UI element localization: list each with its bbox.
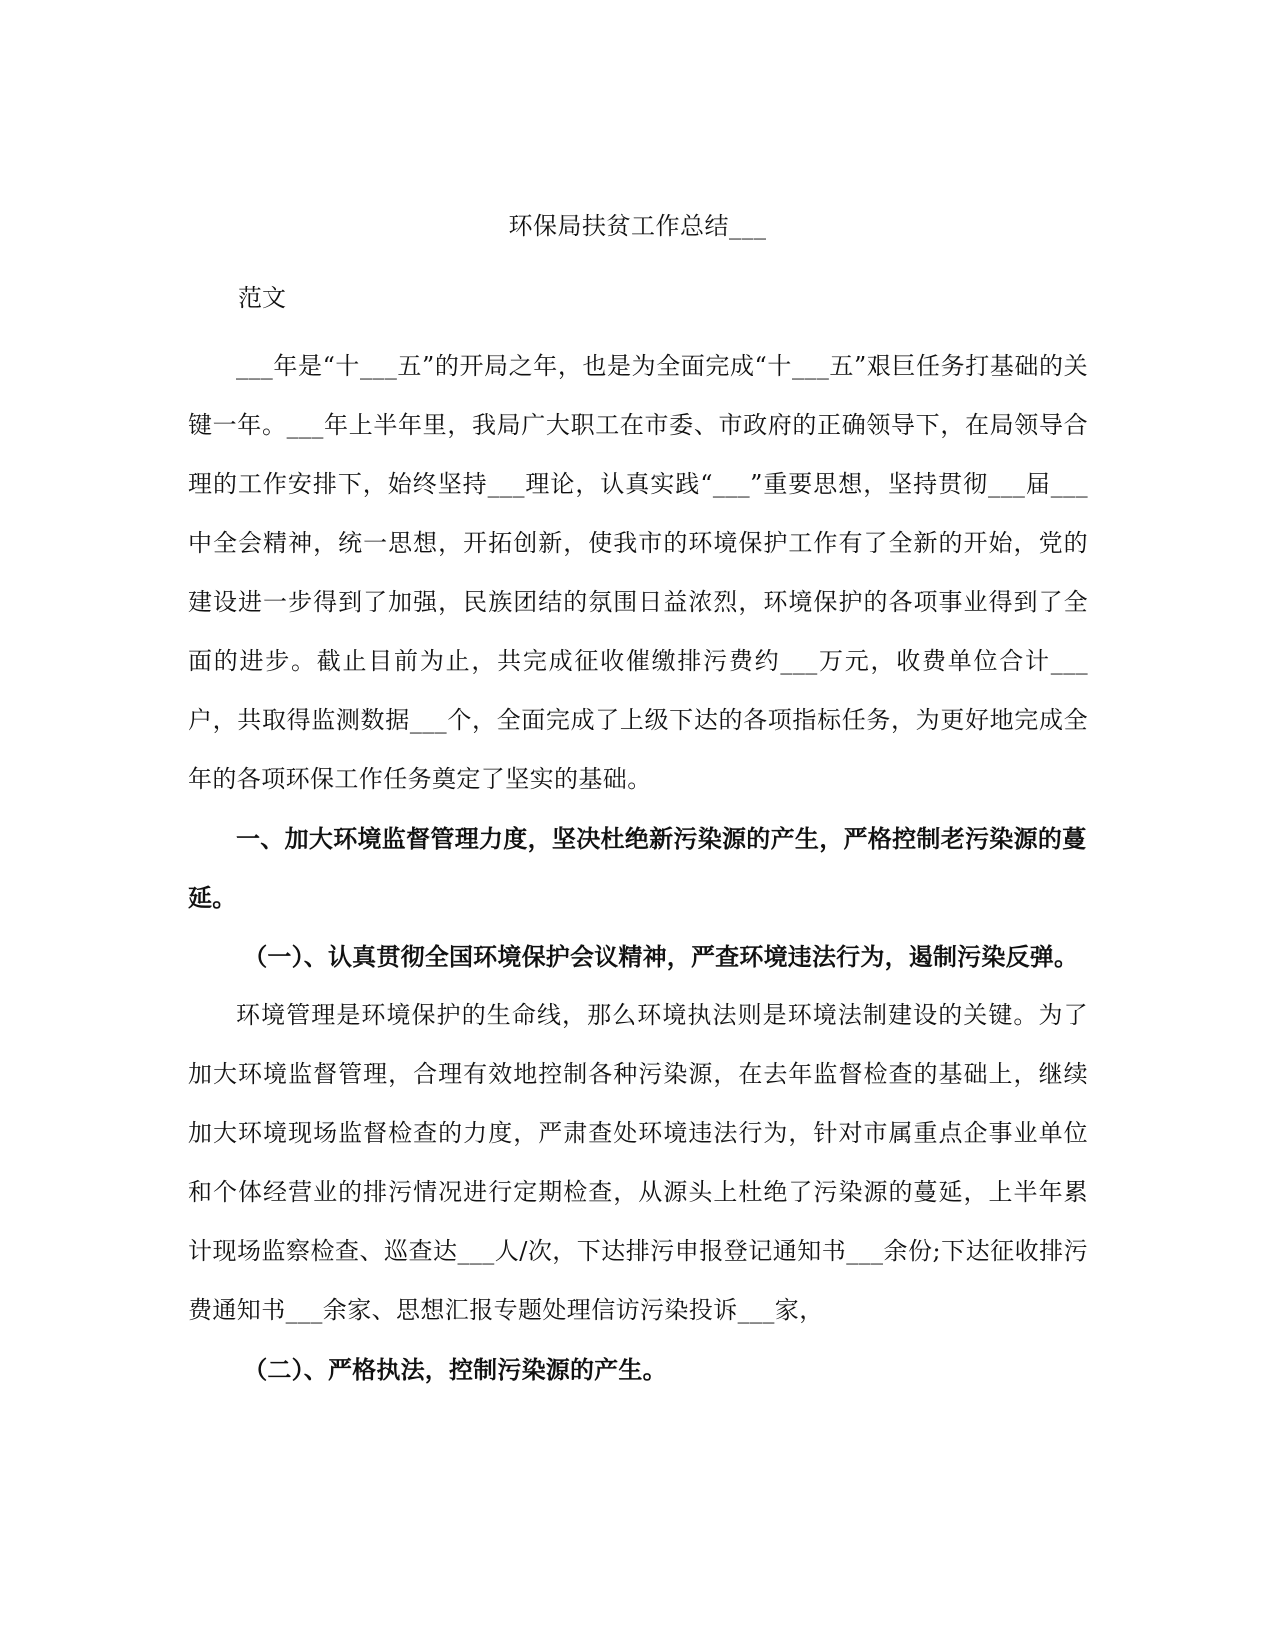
subsection-heading-2: （二）、严格执法，控制污染源的产生。 [243,1355,667,1384]
document-body [188,337,1088,1399]
document-title: 环保局扶贫工作总结___ [508,212,767,240]
document-label: 范文 [238,284,286,312]
section-heading-1: 一、加大环境监督管理力度，坚决杜绝新污染源的产生，严格控制老污染源的蔓延。 [188,824,1087,912]
subsection-heading-1: （一）、认真贯彻全国环境保护会议精神，严查环境违法行为，遏制污染反弹。 [243,942,1079,971]
intro-paragraph: ___年是“十___五”的开局之年，也是为全面完成“十___五”艰巨任务打基础的关键一年。___年上半年里，我局广大职工在市委、市政府的正确领导下，在局领导合理的工作安排下，始终坚持___理论，认真实践“___”重要思想，坚持贯彻___届___中全会精神，统一思想，开拓创新，使我市的环境保护工作有了全新的开始，党的建设进一步得到了加强，民族团结的氛围日益浓烈，环境保护的各项事业得到了全面的进步。截止目前为止，共完成征收催缴排污费约___万元，收费单位合计___户，共取得监测数据___个，全面完成了上级下达的各项指标任务，为更好地完成全年的各项环保工作任务奠定了坚实的基础。 [188,352,1088,793]
body-paragraph: 环境管理是环境保护的生命线，那么环境执法则是环境法制建设的关键。为了加大环境监督管理，合理有效地控制各种污染源，在去年监督检查的基础上，继续加大环境现场监督检查的力度，严肃查处环境违法行为，针对市属重点企事业单位和个体经营业的排污情况进行定期检查，从源头上杜绝了污染源的蔓延，上半年累计现场监察检查、巡查达___人/次，下达排污申报登记通知书___余份;下达征收排污费通知书___余家、思想汇报专题处理信访污染投诉___家， [188,1001,1088,1324]
